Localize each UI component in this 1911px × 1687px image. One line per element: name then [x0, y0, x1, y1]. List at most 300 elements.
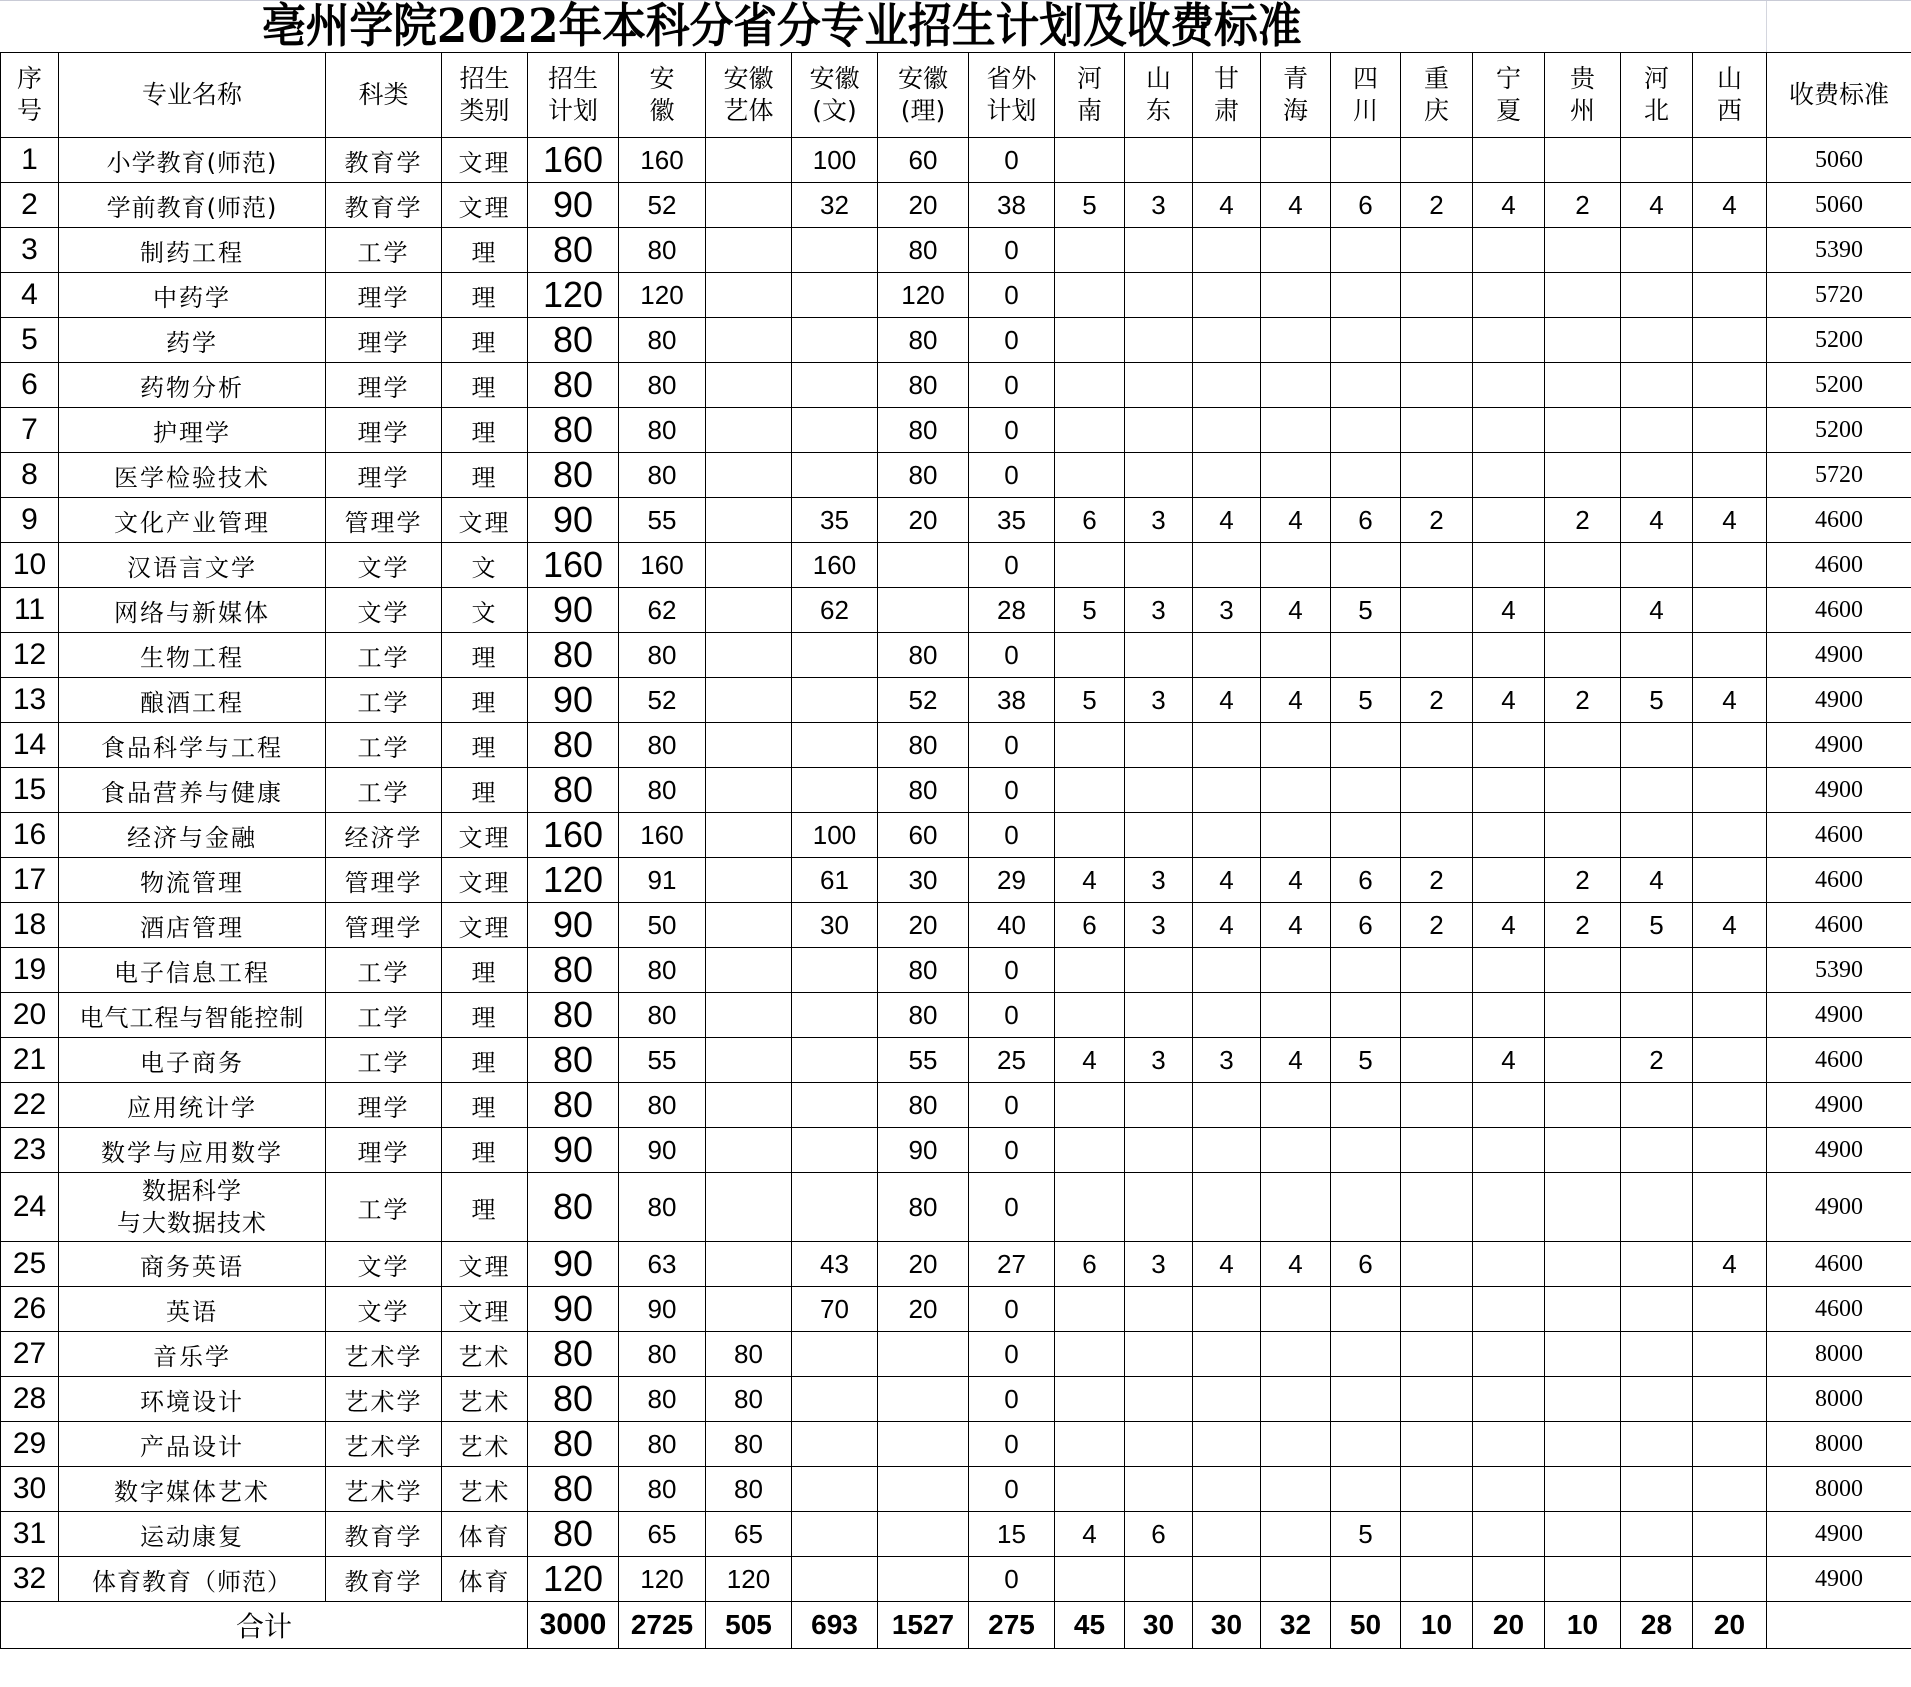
cell-chongqing — [1401, 1332, 1473, 1377]
cell-category: 文 — [442, 588, 528, 633]
cell-anhui-wen: 43 — [792, 1242, 878, 1287]
cell-subject: 工学 — [326, 993, 442, 1038]
cell-fee: 4900 — [1767, 1557, 1911, 1602]
cell-chongqing — [1401, 138, 1473, 183]
cell-plan: 160 — [528, 543, 619, 588]
cell-qinghai — [1261, 138, 1331, 183]
cell-qinghai — [1261, 1332, 1331, 1377]
cell-sichuan: 6 — [1331, 1242, 1401, 1287]
cell-outside: 0 — [969, 543, 1055, 588]
cell-anhui-wen: 61 — [792, 858, 878, 903]
name-line: 与大数据技术 — [117, 1209, 267, 1237]
cell-sichuan — [1331, 633, 1401, 678]
cell-shanxi — [1693, 453, 1767, 498]
cell-plan: 80 — [528, 408, 619, 453]
header-line: 北 — [1643, 96, 1669, 125]
cell-outside: 0 — [969, 318, 1055, 363]
cell-fee: 5060 — [1767, 138, 1911, 183]
header-line: 艺体 — [723, 96, 774, 125]
cell-qinghai: 4 — [1261, 498, 1331, 543]
header-sichuan — [1331, 53, 1401, 138]
table-row — [1, 273, 1911, 318]
cell-outside: 0 — [969, 408, 1055, 453]
cell-anhui-art: 120 — [706, 1557, 792, 1602]
cell-plan: 80 — [528, 723, 619, 768]
cell-henan — [1055, 768, 1125, 813]
cell-anhui-li: 80 — [878, 948, 969, 993]
cell-seq: 4 — [1, 273, 59, 318]
cell-name: 酿酒工程 — [59, 678, 326, 723]
cell-fee: 5200 — [1767, 408, 1911, 453]
cell-chongqing — [1401, 363, 1473, 408]
document-title: 亳州学院2022年本科分省分专业招生计划及收费标准 — [262, 0, 1302, 54]
cell-plan: 160 — [528, 813, 619, 858]
cell-chongqing — [1401, 408, 1473, 453]
cell-guizhou — [1545, 1173, 1621, 1242]
table-row — [1, 1128, 1911, 1173]
cell-outside: 35 — [969, 498, 1055, 543]
cell-outside: 0 — [969, 228, 1055, 273]
cell-outside: 0 — [969, 1377, 1055, 1422]
cell-category: 理 — [442, 678, 528, 723]
cell-qinghai — [1261, 273, 1331, 318]
cell-name: 生物工程 — [59, 633, 326, 678]
cell-anhui: 80 — [619, 1173, 706, 1242]
cell-anhui-li — [878, 1332, 969, 1377]
header-chongqing — [1401, 53, 1473, 138]
cell-plan: 90 — [528, 498, 619, 543]
cell-anhui-art: 80 — [706, 1377, 792, 1422]
cell-seq: 24 — [1, 1173, 59, 1242]
cell-gansu — [1193, 228, 1261, 273]
cell-fee: 5390 — [1767, 948, 1911, 993]
cell-guizhou — [1545, 363, 1621, 408]
cell-subject: 艺术学 — [326, 1332, 442, 1377]
cell-plan: 80 — [528, 948, 619, 993]
cell-shandong — [1125, 1128, 1193, 1173]
cell-henan — [1055, 273, 1125, 318]
cell-sichuan — [1331, 1557, 1401, 1602]
cell-anhui: 80 — [619, 1083, 706, 1128]
cell-anhui-wen: 160 — [792, 543, 878, 588]
cell-shandong — [1125, 993, 1193, 1038]
cell-henan — [1055, 1128, 1125, 1173]
cell-category: 理 — [442, 993, 528, 1038]
table-row — [1, 1422, 1911, 1467]
cell-subject: 理学 — [326, 273, 442, 318]
cell-anhui-li — [878, 1512, 969, 1557]
cell-subject: 经济学 — [326, 813, 442, 858]
cell-plan: 80 — [528, 1038, 619, 1083]
cell-anhui-li: 20 — [878, 1287, 969, 1332]
cell-subject: 教育学 — [326, 1512, 442, 1557]
cell-henan: 4 — [1055, 1038, 1125, 1083]
cell-gansu — [1193, 1083, 1261, 1128]
cell-hebei — [1621, 948, 1693, 993]
cell-henan — [1055, 318, 1125, 363]
cell-name: 学前教育(师范) — [59, 183, 326, 228]
cell-seq: 15 — [1, 768, 59, 813]
cell-plan: 80 — [528, 1512, 619, 1557]
cell-plan: 90 — [528, 903, 619, 948]
cell-plan: 80 — [528, 1083, 619, 1128]
cell-anhui-art — [706, 1173, 792, 1242]
cell-subject: 理学 — [326, 1128, 442, 1173]
cell-ningxia: 4 — [1473, 588, 1545, 633]
cell-fee: 4900 — [1767, 723, 1911, 768]
table-row — [1, 1242, 1911, 1287]
cell-qinghai — [1261, 453, 1331, 498]
cell-hebei — [1621, 138, 1693, 183]
cell-anhui: 160 — [619, 813, 706, 858]
table-row — [1, 633, 1911, 678]
cell-ningxia: 4 — [1473, 903, 1545, 948]
cell-category: 文 — [442, 543, 528, 588]
cell-seq: 3 — [1, 228, 59, 273]
cell-hebei: 5 — [1621, 678, 1693, 723]
cell-fee: 4600 — [1767, 813, 1911, 858]
cell-seq: 5 — [1, 318, 59, 363]
cell-gansu: 3 — [1193, 588, 1261, 633]
cell-gansu — [1193, 543, 1261, 588]
cell-ningxia — [1473, 768, 1545, 813]
table-row — [1, 678, 1911, 723]
cell-henan — [1055, 1557, 1125, 1602]
cell-sichuan — [1331, 318, 1401, 363]
cell-subject: 文学 — [326, 588, 442, 633]
cell-anhui-li: 20 — [878, 903, 969, 948]
cell-anhui-li: 60 — [878, 813, 969, 858]
cell-anhui: 80 — [619, 948, 706, 993]
cell-anhui-art — [706, 1083, 792, 1128]
cell-ningxia — [1473, 453, 1545, 498]
cell-shanxi: 4 — [1693, 903, 1767, 948]
cell-name: 食品营养与健康 — [59, 768, 326, 813]
cell-henan: 5 — [1055, 183, 1125, 228]
cell-sichuan — [1331, 1128, 1401, 1173]
cell-anhui-wen — [792, 633, 878, 678]
cell-anhui-li — [878, 1422, 969, 1467]
cell-guizhou — [1545, 138, 1621, 183]
cell-seq: 23 — [1, 1128, 59, 1173]
header-line: 贵 — [1569, 64, 1595, 93]
cell-guizhou — [1545, 273, 1621, 318]
cell-chongqing — [1401, 1038, 1473, 1083]
table-row — [1, 768, 1911, 813]
title-row — [0, 0, 1911, 52]
cell-henan: 6 — [1055, 1242, 1125, 1287]
cell-category: 文理 — [442, 1287, 528, 1332]
cell-seq: 29 — [1, 1422, 59, 1467]
cell-qinghai — [1261, 993, 1331, 1038]
header-line: 计划 — [547, 96, 598, 125]
cell-sichuan: 6 — [1331, 498, 1401, 543]
cell-anhui-li — [878, 588, 969, 633]
cell-chongqing: 2 — [1401, 903, 1473, 948]
cell-plan: 90 — [528, 678, 619, 723]
cell-anhui-wen: 100 — [792, 813, 878, 858]
cell-anhui-wen: 70 — [792, 1287, 878, 1332]
header-line: 河 — [1076, 64, 1102, 93]
cell-shandong — [1125, 453, 1193, 498]
table-row — [1, 543, 1911, 588]
cell-shanxi — [1693, 1512, 1767, 1557]
cell-outside: 0 — [969, 993, 1055, 1038]
cell-shandong: 3 — [1125, 1038, 1193, 1083]
cell-qinghai — [1261, 1467, 1331, 1512]
cell-fee: 4900 — [1767, 768, 1911, 813]
cell-anhui-art — [706, 228, 792, 273]
header-line: (文) — [812, 96, 857, 125]
cell-subject: 工学 — [326, 1038, 442, 1083]
cell-fee: 4600 — [1767, 1242, 1911, 1287]
cell-name — [59, 1173, 326, 1242]
cell-gansu: 4 — [1193, 678, 1261, 723]
cell-henan — [1055, 228, 1125, 273]
header-anhui-wen — [792, 53, 878, 138]
cell-chongqing — [1401, 1287, 1473, 1332]
cell-plan: 80 — [528, 1332, 619, 1377]
header-anhui-li — [878, 53, 969, 138]
cell-sichuan: 5 — [1331, 1512, 1401, 1557]
cell-outside: 15 — [969, 1512, 1055, 1557]
header-line: 庆 — [1423, 96, 1449, 125]
cell-anhui-wen — [792, 1083, 878, 1128]
cell-outside: 0 — [969, 723, 1055, 768]
header-anhui — [619, 53, 706, 138]
cell-qinghai: 4 — [1261, 588, 1331, 633]
header-line: 省外 — [986, 64, 1037, 93]
cell-anhui-li: 80 — [878, 1083, 969, 1128]
cell-henan — [1055, 633, 1125, 678]
header-ningxia — [1473, 53, 1545, 138]
cell-anhui-wen: 62 — [792, 588, 878, 633]
cell-ningxia — [1473, 1083, 1545, 1128]
cell-shanxi — [1693, 543, 1767, 588]
cell-outside: 38 — [969, 183, 1055, 228]
table-row — [1, 858, 1911, 903]
cell-hebei — [1621, 1083, 1693, 1128]
header-line: 重 — [1423, 64, 1449, 93]
cell-hebei — [1621, 1512, 1693, 1557]
cell-fee: 4600 — [1767, 543, 1911, 588]
cell-anhui: 90 — [619, 1128, 706, 1173]
cell-category: 理 — [442, 363, 528, 408]
header-fee: 收费标准 — [1767, 53, 1911, 138]
cell-category: 理 — [442, 1128, 528, 1173]
total-shanxi: 20 — [1693, 1602, 1767, 1649]
cell-anhui: 160 — [619, 138, 706, 183]
header-line: 安 — [649, 64, 675, 93]
cell-anhui-art — [706, 363, 792, 408]
cell-plan: 160 — [528, 138, 619, 183]
cell-shandong — [1125, 633, 1193, 678]
cell-guizhou — [1545, 1557, 1621, 1602]
cell-subject: 文学 — [326, 1242, 442, 1287]
cell-name: 英语 — [59, 1287, 326, 1332]
cell-anhui-art — [706, 408, 792, 453]
cell-shanxi: 4 — [1693, 183, 1767, 228]
cell-qinghai — [1261, 1083, 1331, 1128]
cell-qinghai — [1261, 1173, 1331, 1242]
cell-guizhou — [1545, 1242, 1621, 1287]
table-row — [1, 183, 1911, 228]
cell-subject: 艺术学 — [326, 1422, 442, 1467]
total-fee — [1767, 1602, 1911, 1649]
cell-shandong: 3 — [1125, 1242, 1193, 1287]
cell-plan: 90 — [528, 1128, 619, 1173]
cell-anhui-wen — [792, 318, 878, 363]
total-outside: 275 — [969, 1602, 1055, 1649]
cell-gansu — [1193, 273, 1261, 318]
cell-category: 理 — [442, 453, 528, 498]
cell-sichuan: 6 — [1331, 903, 1401, 948]
cell-shandong — [1125, 1467, 1193, 1512]
cell-seq: 21 — [1, 1038, 59, 1083]
cell-anhui: 52 — [619, 678, 706, 723]
cell-plan: 80 — [528, 453, 619, 498]
cell-shandong — [1125, 363, 1193, 408]
cell-anhui-wen — [792, 273, 878, 318]
cell-guizhou — [1545, 1083, 1621, 1128]
cell-anhui: 50 — [619, 903, 706, 948]
cell-seq: 25 — [1, 1242, 59, 1287]
cell-anhui-art — [706, 138, 792, 183]
cell-guizhou — [1545, 1422, 1621, 1467]
cell-qinghai — [1261, 1557, 1331, 1602]
cell-shandong: 3 — [1125, 183, 1193, 228]
cell-subject: 管理学 — [326, 903, 442, 948]
cell-hebei — [1621, 1128, 1693, 1173]
cell-anhui-art — [706, 273, 792, 318]
cell-name: 中药学 — [59, 273, 326, 318]
cell-seq: 19 — [1, 948, 59, 993]
cell-shandong — [1125, 1377, 1193, 1422]
cell-qinghai — [1261, 228, 1331, 273]
cell-plan: 120 — [528, 1557, 619, 1602]
cell-anhui: 120 — [619, 273, 706, 318]
cell-anhui-wen — [792, 993, 878, 1038]
cell-sichuan — [1331, 1422, 1401, 1467]
cell-shanxi: 4 — [1693, 498, 1767, 543]
cell-sichuan — [1331, 1173, 1401, 1242]
cell-gansu — [1193, 453, 1261, 498]
cell-shanxi: 4 — [1693, 678, 1767, 723]
total-gansu: 30 — [1193, 1602, 1261, 1649]
cell-outside: 0 — [969, 1128, 1055, 1173]
cell-hebei — [1621, 363, 1693, 408]
cell-name: 环境设计 — [59, 1377, 326, 1422]
table-row — [1, 903, 1911, 948]
cell-anhui-wen — [792, 1422, 878, 1467]
cell-anhui-wen: 32 — [792, 183, 878, 228]
cell-seq: 26 — [1, 1287, 59, 1332]
name-line: 数据科学 — [142, 1177, 242, 1205]
cell-hebei — [1621, 813, 1693, 858]
cell-plan: 90 — [528, 1242, 619, 1287]
total-henan: 45 — [1055, 1602, 1125, 1649]
cell-gansu: 4 — [1193, 1242, 1261, 1287]
cell-name: 药物分析 — [59, 363, 326, 408]
cell-qinghai — [1261, 723, 1331, 768]
cell-hebei: 4 — [1621, 588, 1693, 633]
cell-outside: 0 — [969, 363, 1055, 408]
cell-name: 医学检验技术 — [59, 453, 326, 498]
cell-anhui: 80 — [619, 363, 706, 408]
cell-ningxia — [1473, 408, 1545, 453]
cell-hebei — [1621, 1377, 1693, 1422]
cell-gansu: 4 — [1193, 183, 1261, 228]
cell-guizhou — [1545, 408, 1621, 453]
cell-ningxia — [1473, 813, 1545, 858]
cell-anhui: 80 — [619, 633, 706, 678]
cell-anhui-li: 30 — [878, 858, 969, 903]
cell-qinghai — [1261, 1287, 1331, 1332]
cell-anhui: 63 — [619, 1242, 706, 1287]
cell-ningxia: 4 — [1473, 1038, 1545, 1083]
cell-hebei — [1621, 408, 1693, 453]
cell-chongqing — [1401, 543, 1473, 588]
cell-anhui-wen — [792, 1467, 878, 1512]
cell-shanxi — [1693, 1038, 1767, 1083]
cell-chongqing — [1401, 948, 1473, 993]
cell-shanxi — [1693, 408, 1767, 453]
cell-outside: 40 — [969, 903, 1055, 948]
cell-shandong — [1125, 228, 1193, 273]
cell-shandong — [1125, 138, 1193, 183]
cell-category: 艺术 — [442, 1377, 528, 1422]
cell-anhui-li: 80 — [878, 318, 969, 363]
cell-plan: 80 — [528, 1377, 619, 1422]
cell-subject: 理学 — [326, 363, 442, 408]
cell-shanxi — [1693, 1467, 1767, 1512]
cell-anhui-wen — [792, 408, 878, 453]
cell-gansu — [1193, 1557, 1261, 1602]
cell-outside: 0 — [969, 1332, 1055, 1377]
cell-fee: 4900 — [1767, 1083, 1911, 1128]
cell-seq: 2 — [1, 183, 59, 228]
cell-category: 理 — [442, 633, 528, 678]
cell-category: 艺术 — [442, 1332, 528, 1377]
cell-gansu — [1193, 1128, 1261, 1173]
cell-anhui-art — [706, 678, 792, 723]
cell-anhui-li — [878, 543, 969, 588]
cell-anhui-wen — [792, 1128, 878, 1173]
cell-anhui-li: 20 — [878, 1242, 969, 1287]
cell-seq: 14 — [1, 723, 59, 768]
total-label: 合计 — [1, 1602, 528, 1649]
cell-gansu: 3 — [1193, 1038, 1261, 1083]
cell-category: 理 — [442, 408, 528, 453]
cell-category: 理 — [442, 228, 528, 273]
cell-gansu — [1193, 633, 1261, 678]
cell-henan — [1055, 1467, 1125, 1512]
cell-gansu — [1193, 1287, 1261, 1332]
cell-guizhou — [1545, 948, 1621, 993]
cell-henan: 5 — [1055, 678, 1125, 723]
cell-anhui-li: 60 — [878, 138, 969, 183]
cell-gansu: 4 — [1193, 858, 1261, 903]
cell-anhui-wen — [792, 1557, 878, 1602]
table-row — [1, 948, 1911, 993]
header-line: 安徽 — [809, 64, 860, 93]
cell-seq: 28 — [1, 1377, 59, 1422]
cell-guizhou — [1545, 1332, 1621, 1377]
cell-name: 物流管理 — [59, 858, 326, 903]
cell-category: 理 — [442, 318, 528, 363]
cell-subject: 理学 — [326, 318, 442, 363]
header-hebei — [1621, 53, 1693, 138]
